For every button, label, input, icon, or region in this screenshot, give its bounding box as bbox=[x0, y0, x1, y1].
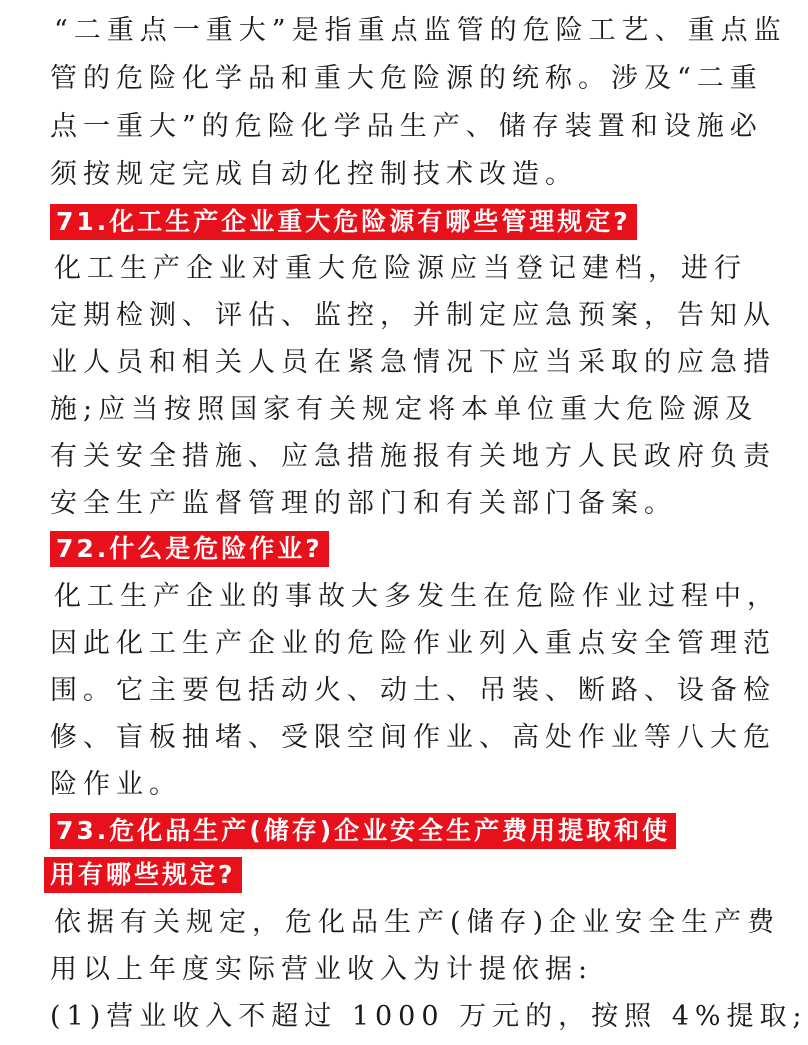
text-line: “二重点一重大”是指重点监管的危险工艺、重点监 bbox=[54, 15, 787, 46]
text-line: 险作业。 bbox=[50, 769, 182, 800]
text-line: 有关安全措施、应急措施报有关地方人民政府负责 bbox=[50, 441, 776, 472]
text-line: 须按规定完成自动化控制技术改造。 bbox=[50, 159, 578, 190]
text-line: 管的危险化学品和重大危险源的统称。涉及“二重 bbox=[50, 63, 763, 94]
text-line: (1)营业收入不超过 1000 万元的，按照 4%提取; bbox=[50, 1001, 808, 1032]
text-line: 化工生产企业的事故大多发生在危险作业过程中， bbox=[54, 581, 780, 612]
text-line: 施;应当按照国家有关规定将本单位重大危险源及 bbox=[50, 394, 759, 425]
text-line: 用以上年度实际营业收入为计提依据: bbox=[50, 954, 594, 985]
text-line: 修、盲板抽堵、受限空间作业、高处作业等八大危 bbox=[50, 722, 776, 753]
text-line: 围。它主要包括动火、动土、吊装、断路、设备检 bbox=[50, 675, 776, 706]
text-line: 依据有关规定，危化品生产(储存)企业安全生产费 bbox=[54, 907, 781, 938]
text-line: 定期检测、评估、监控，并制定应急预案，告知从 bbox=[50, 300, 776, 331]
question-heading-73-line1: 73.危化品生产(储存)企业安全生产费用提取和使 bbox=[50, 813, 676, 849]
text-line: 安全生产监督管理的部门和有关部门备案。 bbox=[50, 488, 677, 519]
question-heading-72: 72.什么是危险作业? bbox=[50, 531, 329, 567]
text-line: 业人员和相关人员在紧急情况下应当采取的应急措 bbox=[50, 347, 776, 378]
text-line: 化工生产企业对重大危险源应当登记建档，进行 bbox=[54, 253, 747, 284]
text-line: 点一重大”的危险化学品生产、储存装置和设施必 bbox=[50, 111, 763, 142]
question-heading-73-line2: 用有哪些规定? bbox=[44, 857, 242, 893]
text-line: 因此化工生产企业的危险作业列入重点安全管理范 bbox=[50, 628, 776, 659]
question-heading-71: 71.化工生产企业重大危险源有哪些管理规定? bbox=[50, 204, 637, 240]
